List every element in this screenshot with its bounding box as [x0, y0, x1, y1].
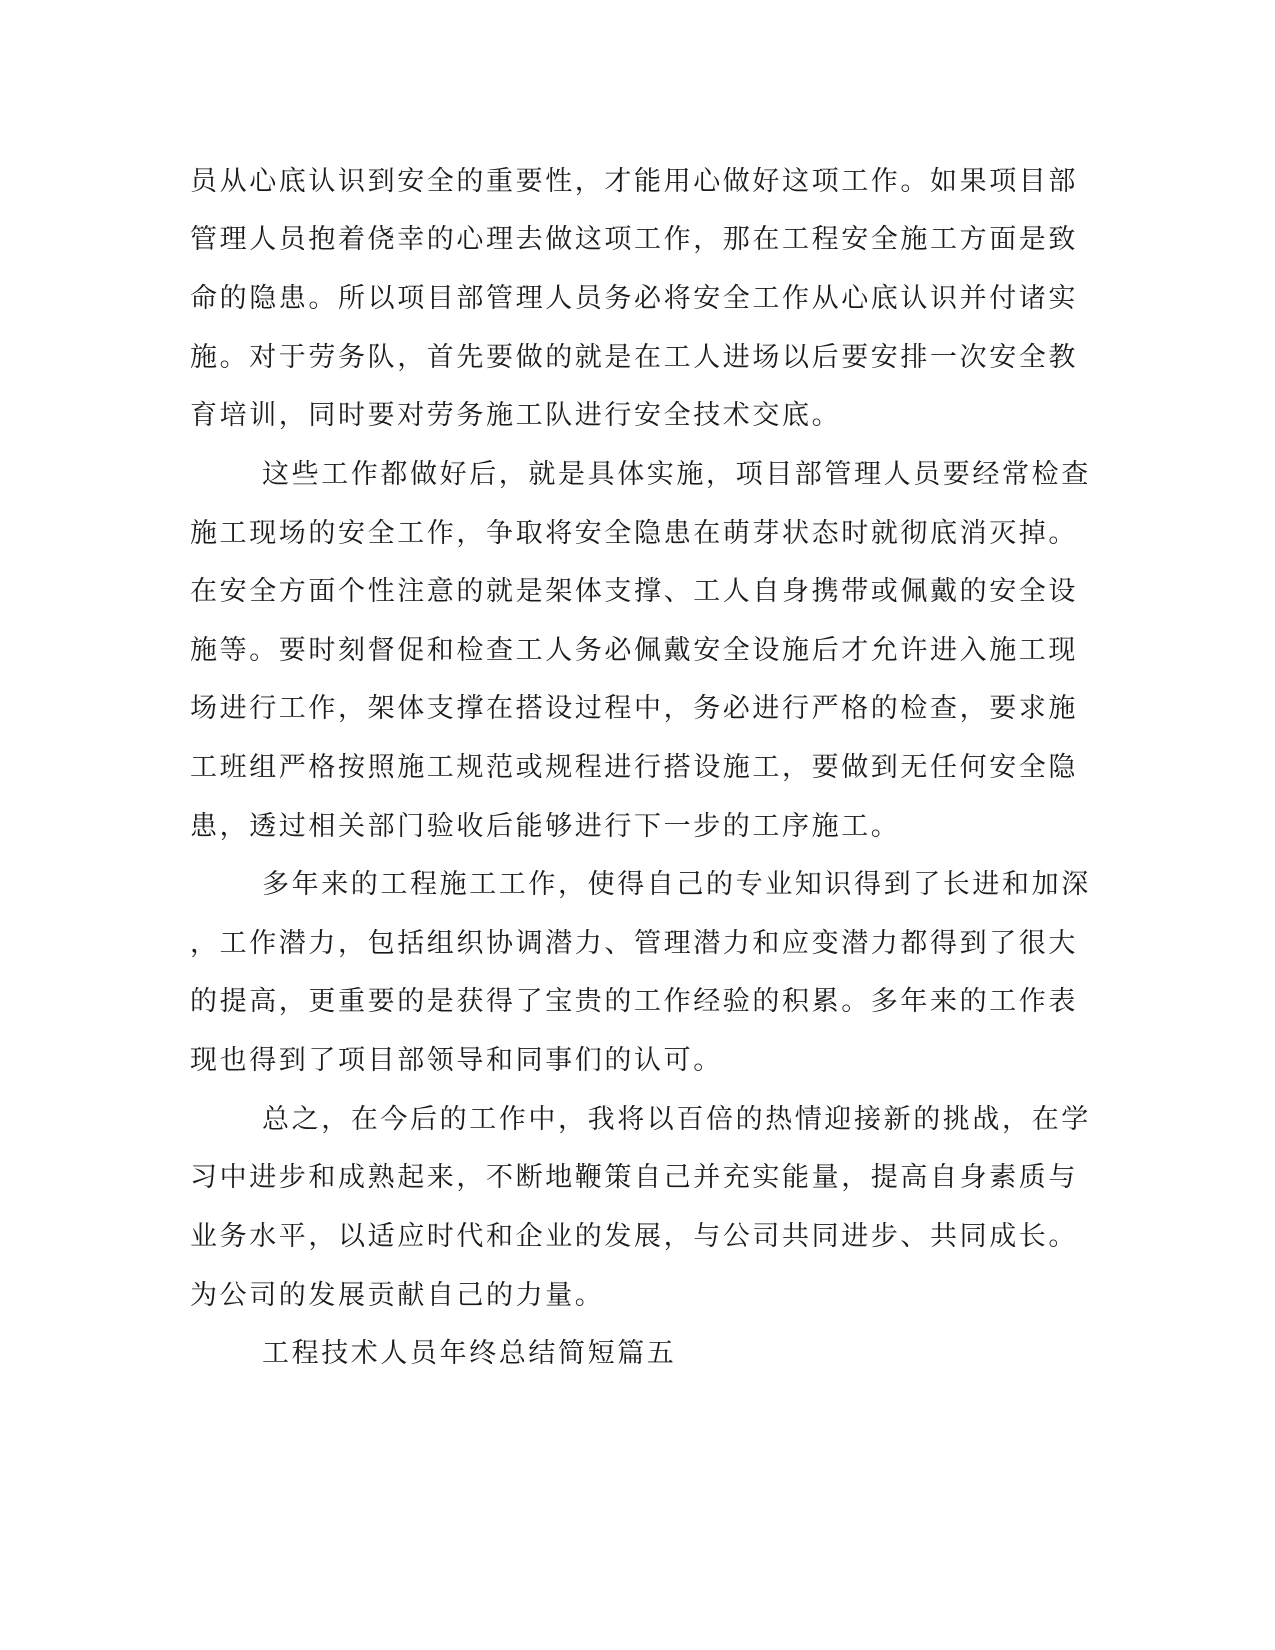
text-line: 在安全方面个性注意的就是架体支撑、工人自身携带或佩戴的安全设 — [190, 576, 1078, 607]
paragraph-first-line: 这些工作都做好后，就是具体实施，项目部管理人员要经常检查 — [262, 459, 1091, 490]
section-heading: 工程技术人员年终总结简短篇五 — [262, 1338, 677, 1369]
text-line: 施工现场的安全工作，争取将安全隐患在萌芽状态时就彻底消灭掉。 — [190, 518, 1078, 549]
text-line: 场进行工作，架体支撑在搭设过程中，务必进行严格的检查，要求施 — [190, 693, 1078, 724]
text-line: 的提高，更重要的是获得了宝贵的工作经验的积累。多年来的工作表 — [190, 986, 1078, 1017]
text-line: 员从心底认识到安全的重要性，才能用心做好这项工作。如果项目部 — [190, 166, 1078, 197]
text-line: 患，透过相关部门验收后能够进行下一步的工序施工。 — [190, 811, 901, 842]
text-line: 为公司的发展贡献自己的力量。 — [190, 1280, 605, 1311]
paragraph-first-line: 多年来的工程施工工作，使得自己的专业知识得到了长进和加深 — [262, 869, 1091, 900]
text-line: 管理人员抱着侥幸的心理去做这项工作，那在工程安全施工方面是致 — [190, 224, 1078, 255]
text-line: 施等。要时刻督促和检查工人务必佩戴安全设施后才允许进入施工现 — [190, 635, 1078, 666]
text-line: 工班组严格按照施工规范或规程进行搭设施工，要做到无任何安全隐 — [190, 752, 1078, 783]
text-line: ，工作潜力，包括组织协调潜力、管理潜力和应变潜力都得到了很大 — [190, 928, 1078, 959]
text-line: 命的隐患。所以项目部管理人员务必将安全工作从心底认识并付诸实 — [190, 283, 1078, 314]
paragraph-first-line: 总之，在今后的工作中，我将以百倍的热情迎接新的挑战，在学 — [262, 1104, 1091, 1135]
text-line: 习中进步和成熟起来，不断地鞭策自己并充实能量，提高自身素质与 — [190, 1162, 1078, 1193]
text-line: 育培训，同时要对劳务施工队进行安全技术交底。 — [190, 400, 842, 431]
text-line: 业务水平，以适应时代和企业的发展，与公司共同进步、共同成长。 — [190, 1221, 1078, 1252]
text-line: 施。对于劳务队，首先要做的就是在工人进场以后要安排一次安全教 — [190, 342, 1078, 373]
text-line: 现也得到了项目部领导和同事们的认可。 — [190, 1045, 723, 1076]
